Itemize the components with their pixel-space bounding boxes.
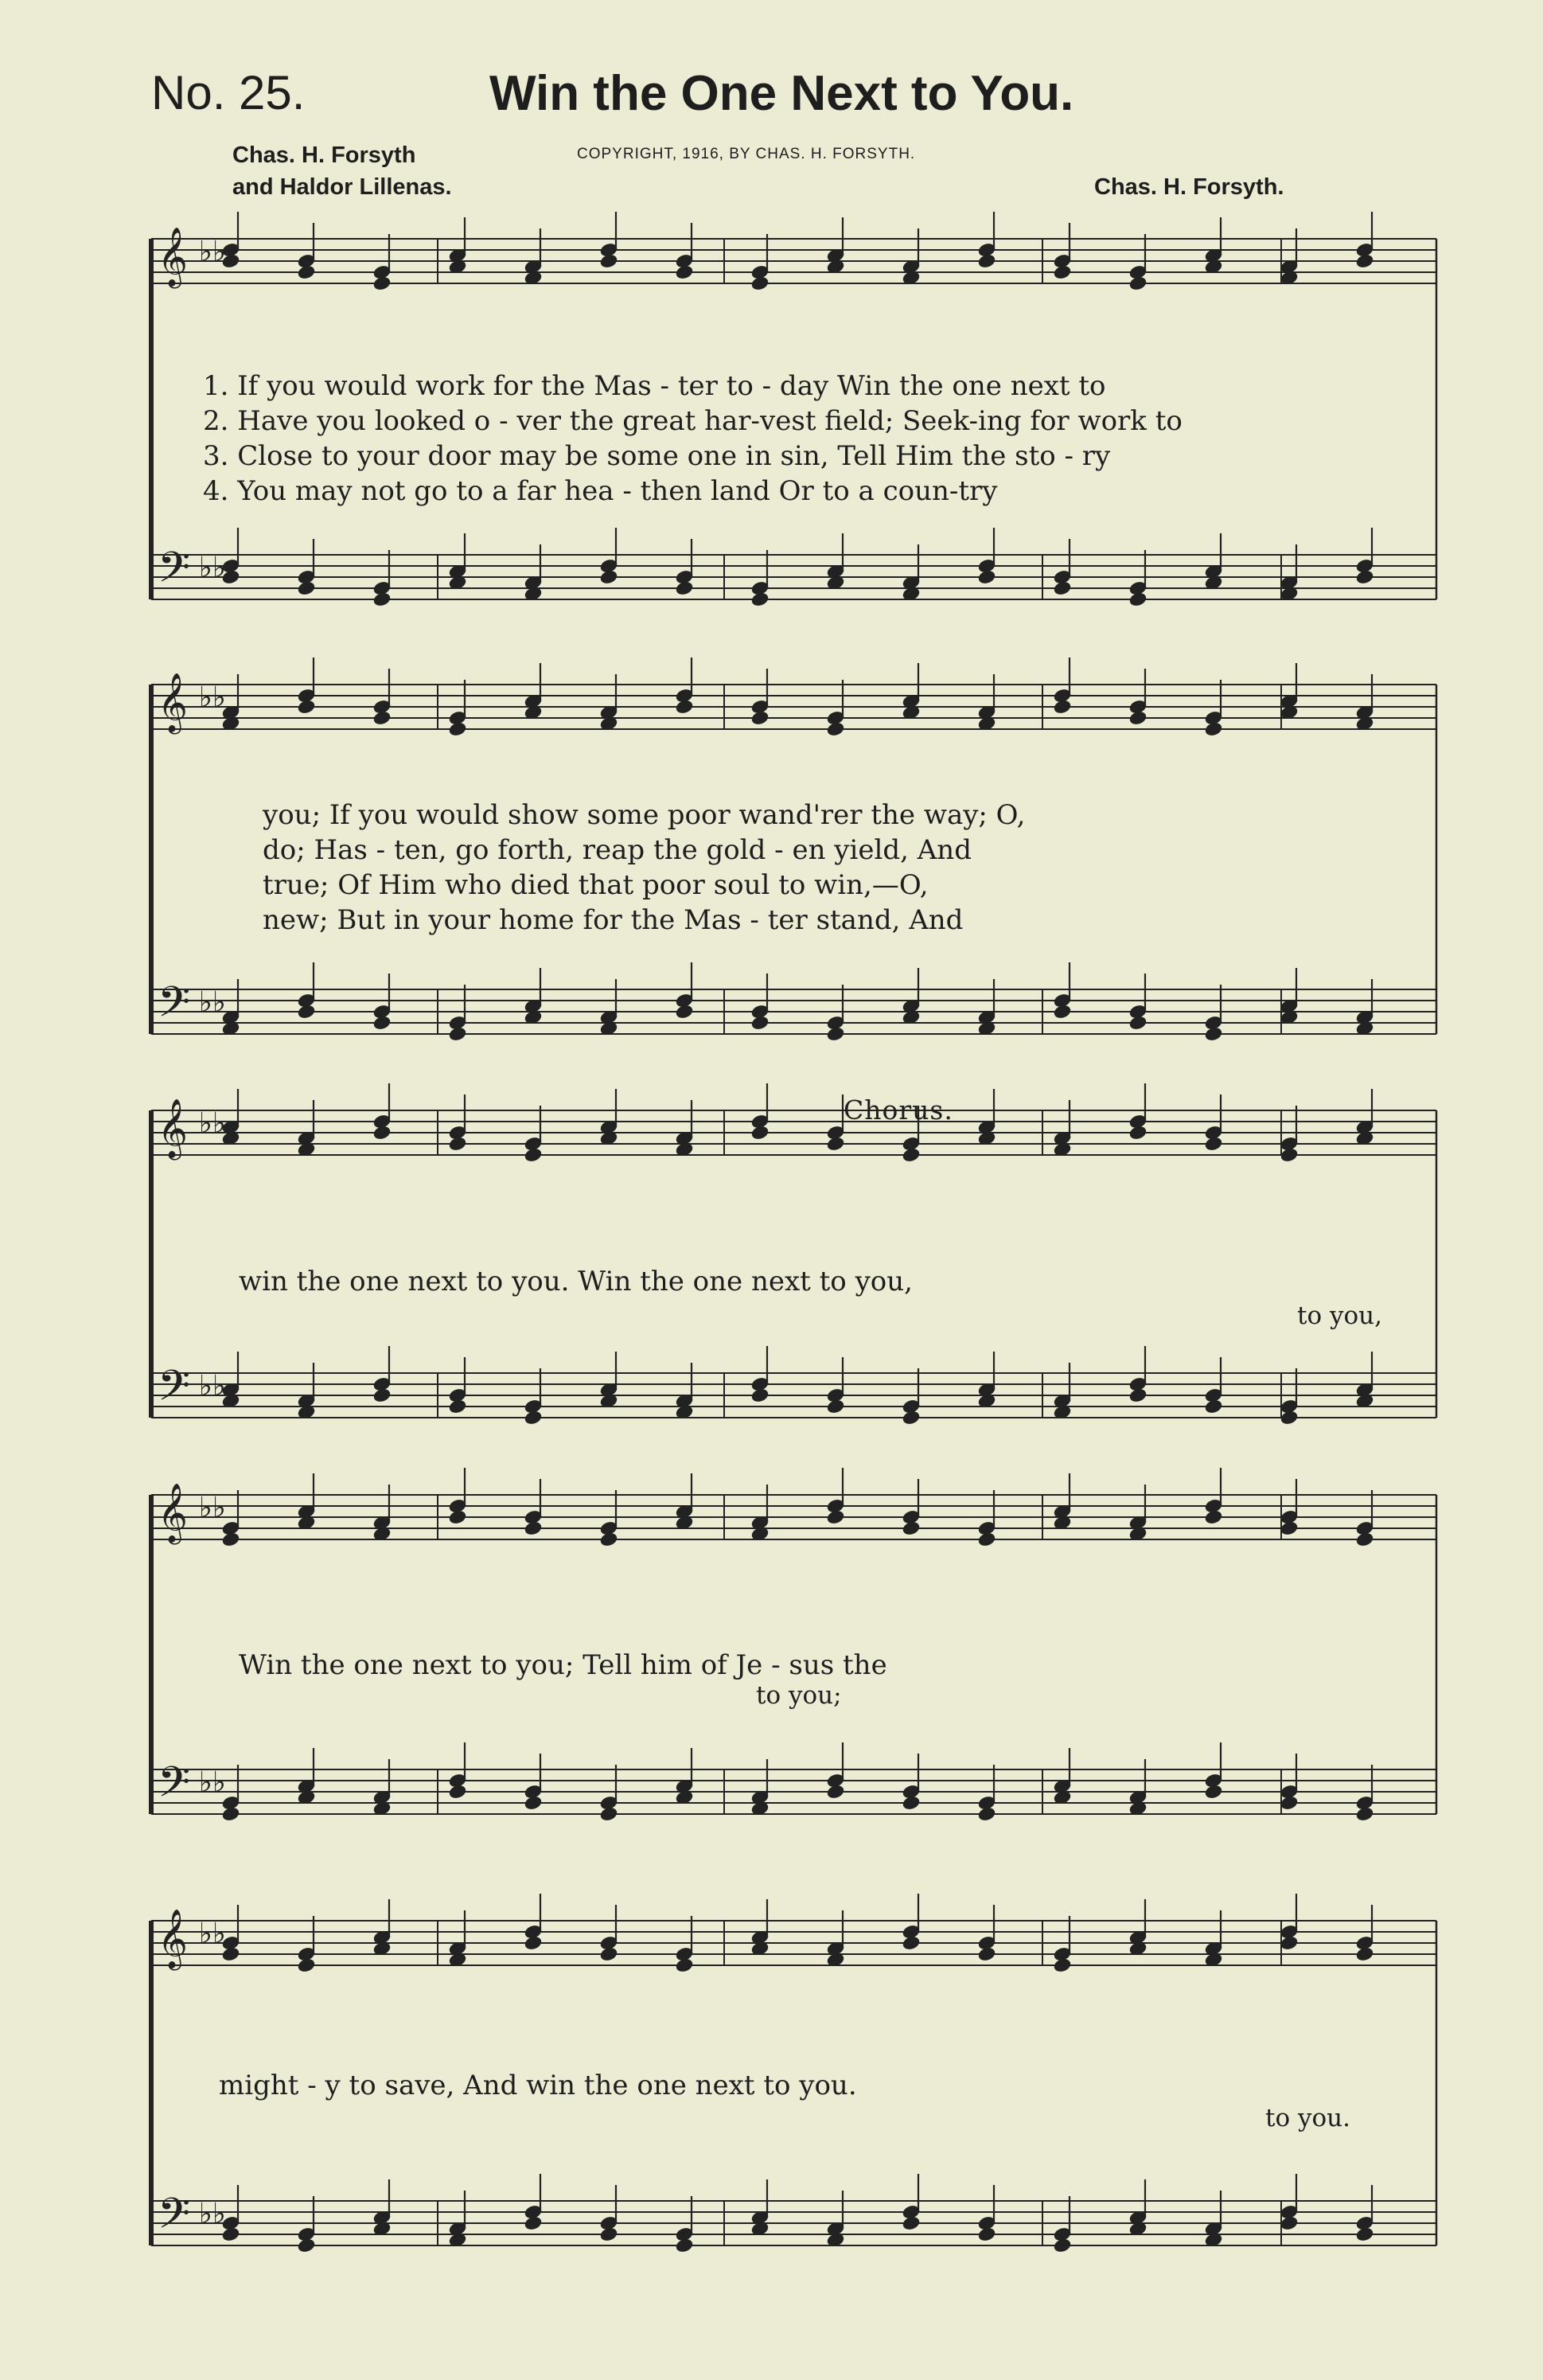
chorus-echo-2: to you; xyxy=(756,1681,842,1710)
notehead xyxy=(1204,1509,1223,1525)
verse-3-line-a: 3. Close to your door may be some one in sin, Tell Him the sto - ry xyxy=(203,440,1111,472)
verse-1-line-a: 1. If you would work for the Mas - ter to - day Win the one next to xyxy=(203,370,1106,402)
notehead xyxy=(297,264,316,280)
notehead xyxy=(221,1806,240,1822)
notehead xyxy=(1204,721,1223,737)
notehead xyxy=(448,1026,467,1042)
notehead xyxy=(297,1004,316,1020)
notehead xyxy=(977,1806,996,1822)
notehead xyxy=(750,710,770,726)
notehead xyxy=(297,699,316,715)
notehead xyxy=(1355,1806,1374,1822)
notehead xyxy=(599,253,618,269)
key-signature-flats: ♭♭ xyxy=(199,552,226,584)
notehead xyxy=(1128,275,1148,291)
copyright-notice: COPYRIGHT, 1916, BY CHAS. H. FORSYTH. xyxy=(577,146,916,162)
hymn-title: Win the One Next to You. xyxy=(489,66,1074,121)
notehead xyxy=(750,1387,770,1403)
notehead xyxy=(599,1946,618,1962)
notehead xyxy=(599,569,618,585)
notehead xyxy=(1204,1136,1223,1152)
notehead xyxy=(675,264,694,280)
notehead xyxy=(372,710,392,726)
notehead xyxy=(1280,2215,1299,2231)
verse-2-line-a: 2. Have you looked o - ver the great har-vest field; Seek-ing for work to xyxy=(203,405,1183,437)
notehead xyxy=(826,1026,845,1042)
notehead xyxy=(750,1125,770,1141)
notehead xyxy=(524,1795,543,1811)
notehead xyxy=(675,699,694,715)
notehead xyxy=(448,1136,467,1152)
notehead xyxy=(372,1125,392,1141)
words-credit-line-1: Chas. H. Forsyth xyxy=(232,142,416,168)
notehead xyxy=(1053,699,1072,715)
verse-4-line-a: 4. You may not go to a far hea - then land Or to a coun-try xyxy=(203,475,998,507)
notehead xyxy=(448,1784,467,1800)
key-signature-flats: ♭♭ xyxy=(199,2198,226,2230)
notehead xyxy=(372,1387,392,1403)
notehead xyxy=(372,1015,392,1031)
notehead xyxy=(826,1509,845,1525)
verse-2-line-b: do; Has - ten, go forth, reap the gold - en yield, And xyxy=(263,834,972,866)
notehead xyxy=(1355,1946,1374,1962)
notehead xyxy=(448,1509,467,1525)
chorus-lyric-line-3: might - y to save, And win the one next to you. xyxy=(219,2070,857,2101)
verse-lyrics-block-1 xyxy=(203,369,1183,509)
chorus-echo-1: to you, xyxy=(1297,1301,1382,1330)
treble-clef-icon: 𝄞 xyxy=(158,1484,188,1543)
notehead xyxy=(1355,1531,1374,1547)
key-signature-flats: ♭♭ xyxy=(199,986,226,1019)
key-signature-flats: ♭♭ xyxy=(199,236,226,268)
notehead xyxy=(221,1531,240,1547)
notehead xyxy=(826,1399,845,1414)
key-signature-flats: ♭♭ xyxy=(199,1107,226,1140)
notehead xyxy=(1128,710,1148,726)
notehead xyxy=(524,1520,543,1536)
notehead xyxy=(750,1015,770,1031)
key-signature-flats: ♭♭ xyxy=(199,1918,226,1950)
notehead xyxy=(826,1136,845,1152)
notehead xyxy=(977,1531,996,1547)
notehead xyxy=(524,1147,543,1163)
notehead xyxy=(1128,1387,1148,1403)
chorus-label: Chorus. xyxy=(844,1094,953,1126)
notehead xyxy=(902,1147,921,1163)
notehead xyxy=(977,1946,996,1962)
notehead xyxy=(297,2238,316,2253)
notehead xyxy=(1280,1520,1299,1536)
chorus-lyric-line-1: win the one next to you. Win the one next to you, xyxy=(239,1266,913,1297)
notehead xyxy=(826,721,845,737)
bass-clef-icon: 𝄢 xyxy=(158,544,191,603)
notehead xyxy=(599,1806,618,1822)
treble-clef-icon: 𝄞 xyxy=(158,1099,188,1158)
notehead xyxy=(977,253,996,269)
notehead xyxy=(902,2215,921,2231)
verse-4-line-b: new; But in your home for the Mas - ter stand, And xyxy=(263,904,964,936)
notehead xyxy=(1204,1399,1223,1414)
key-signature-flats: ♭♭ xyxy=(199,1492,226,1524)
bass-clef-icon: 𝄢 xyxy=(158,2190,191,2249)
notehead xyxy=(1355,569,1374,585)
hymn-number: No. 25. xyxy=(151,66,306,119)
notehead xyxy=(1053,264,1072,280)
notehead xyxy=(1204,1784,1223,1800)
notehead xyxy=(1053,1957,1072,1973)
notehead xyxy=(1053,2238,1072,2253)
notehead xyxy=(1128,1015,1148,1031)
notehead xyxy=(524,1935,543,1951)
notehead xyxy=(675,1004,694,1020)
notehead xyxy=(750,275,770,291)
music-credit: Chas. H. Forsyth. xyxy=(1094,174,1284,200)
notehead xyxy=(902,1935,921,1951)
treble-clef-icon: 𝄞 xyxy=(158,673,188,732)
notehead xyxy=(372,591,392,607)
notehead xyxy=(448,721,467,737)
notehead xyxy=(1053,580,1072,596)
notehead xyxy=(524,1410,543,1426)
key-signature-flats: ♭♭ xyxy=(199,681,226,714)
notehead xyxy=(1280,1795,1299,1811)
notehead xyxy=(750,591,770,607)
notehead xyxy=(599,1531,618,1547)
notehead xyxy=(675,2238,694,2253)
bass-clef-icon: 𝄢 xyxy=(158,1362,191,1421)
notehead xyxy=(1280,1410,1299,1426)
notehead xyxy=(977,2226,996,2242)
words-credit-line-2: and Haldor Lillenas. xyxy=(232,174,452,200)
notehead xyxy=(1128,1125,1148,1141)
verse-3-line-b: true; Of Him who died that poor soul to win,—O, xyxy=(263,869,929,901)
notehead xyxy=(1128,591,1148,607)
notehead xyxy=(675,580,694,596)
notehead xyxy=(1280,1147,1299,1163)
notehead xyxy=(1053,1004,1072,1020)
notehead xyxy=(902,1520,921,1536)
notehead xyxy=(372,275,392,291)
notehead xyxy=(1355,253,1374,269)
notehead xyxy=(1204,1026,1223,1042)
treble-clef-icon: 𝄞 xyxy=(158,1910,188,1968)
key-signature-flats: ♭♭ xyxy=(199,1766,226,1799)
notehead xyxy=(977,569,996,585)
notehead xyxy=(1355,2226,1374,2242)
notehead xyxy=(448,1399,467,1414)
chorus-echo-3: to you. xyxy=(1265,2104,1350,2132)
verse-1-line-b: you; If you would show some poor wand'rer the way; O, xyxy=(263,799,1026,831)
chorus-lyric-line-2: Win the one next to you; Tell him of Je - sus the xyxy=(239,1649,887,1681)
notehead xyxy=(902,1410,921,1426)
notehead xyxy=(297,1957,316,1973)
key-signature-flats: ♭♭ xyxy=(199,1370,226,1403)
notehead xyxy=(297,580,316,596)
notehead xyxy=(902,1795,921,1811)
notehead xyxy=(826,1784,845,1800)
notehead xyxy=(675,1957,694,1973)
bass-clef-icon: 𝄢 xyxy=(158,1758,191,1817)
notehead xyxy=(1280,1935,1299,1951)
bass-clef-icon: 𝄢 xyxy=(158,978,191,1037)
treble-clef-icon: 𝄞 xyxy=(158,228,188,287)
verse-lyrics-block-2 xyxy=(263,798,1025,938)
notehead xyxy=(599,2226,618,2242)
notehead xyxy=(524,2215,543,2231)
